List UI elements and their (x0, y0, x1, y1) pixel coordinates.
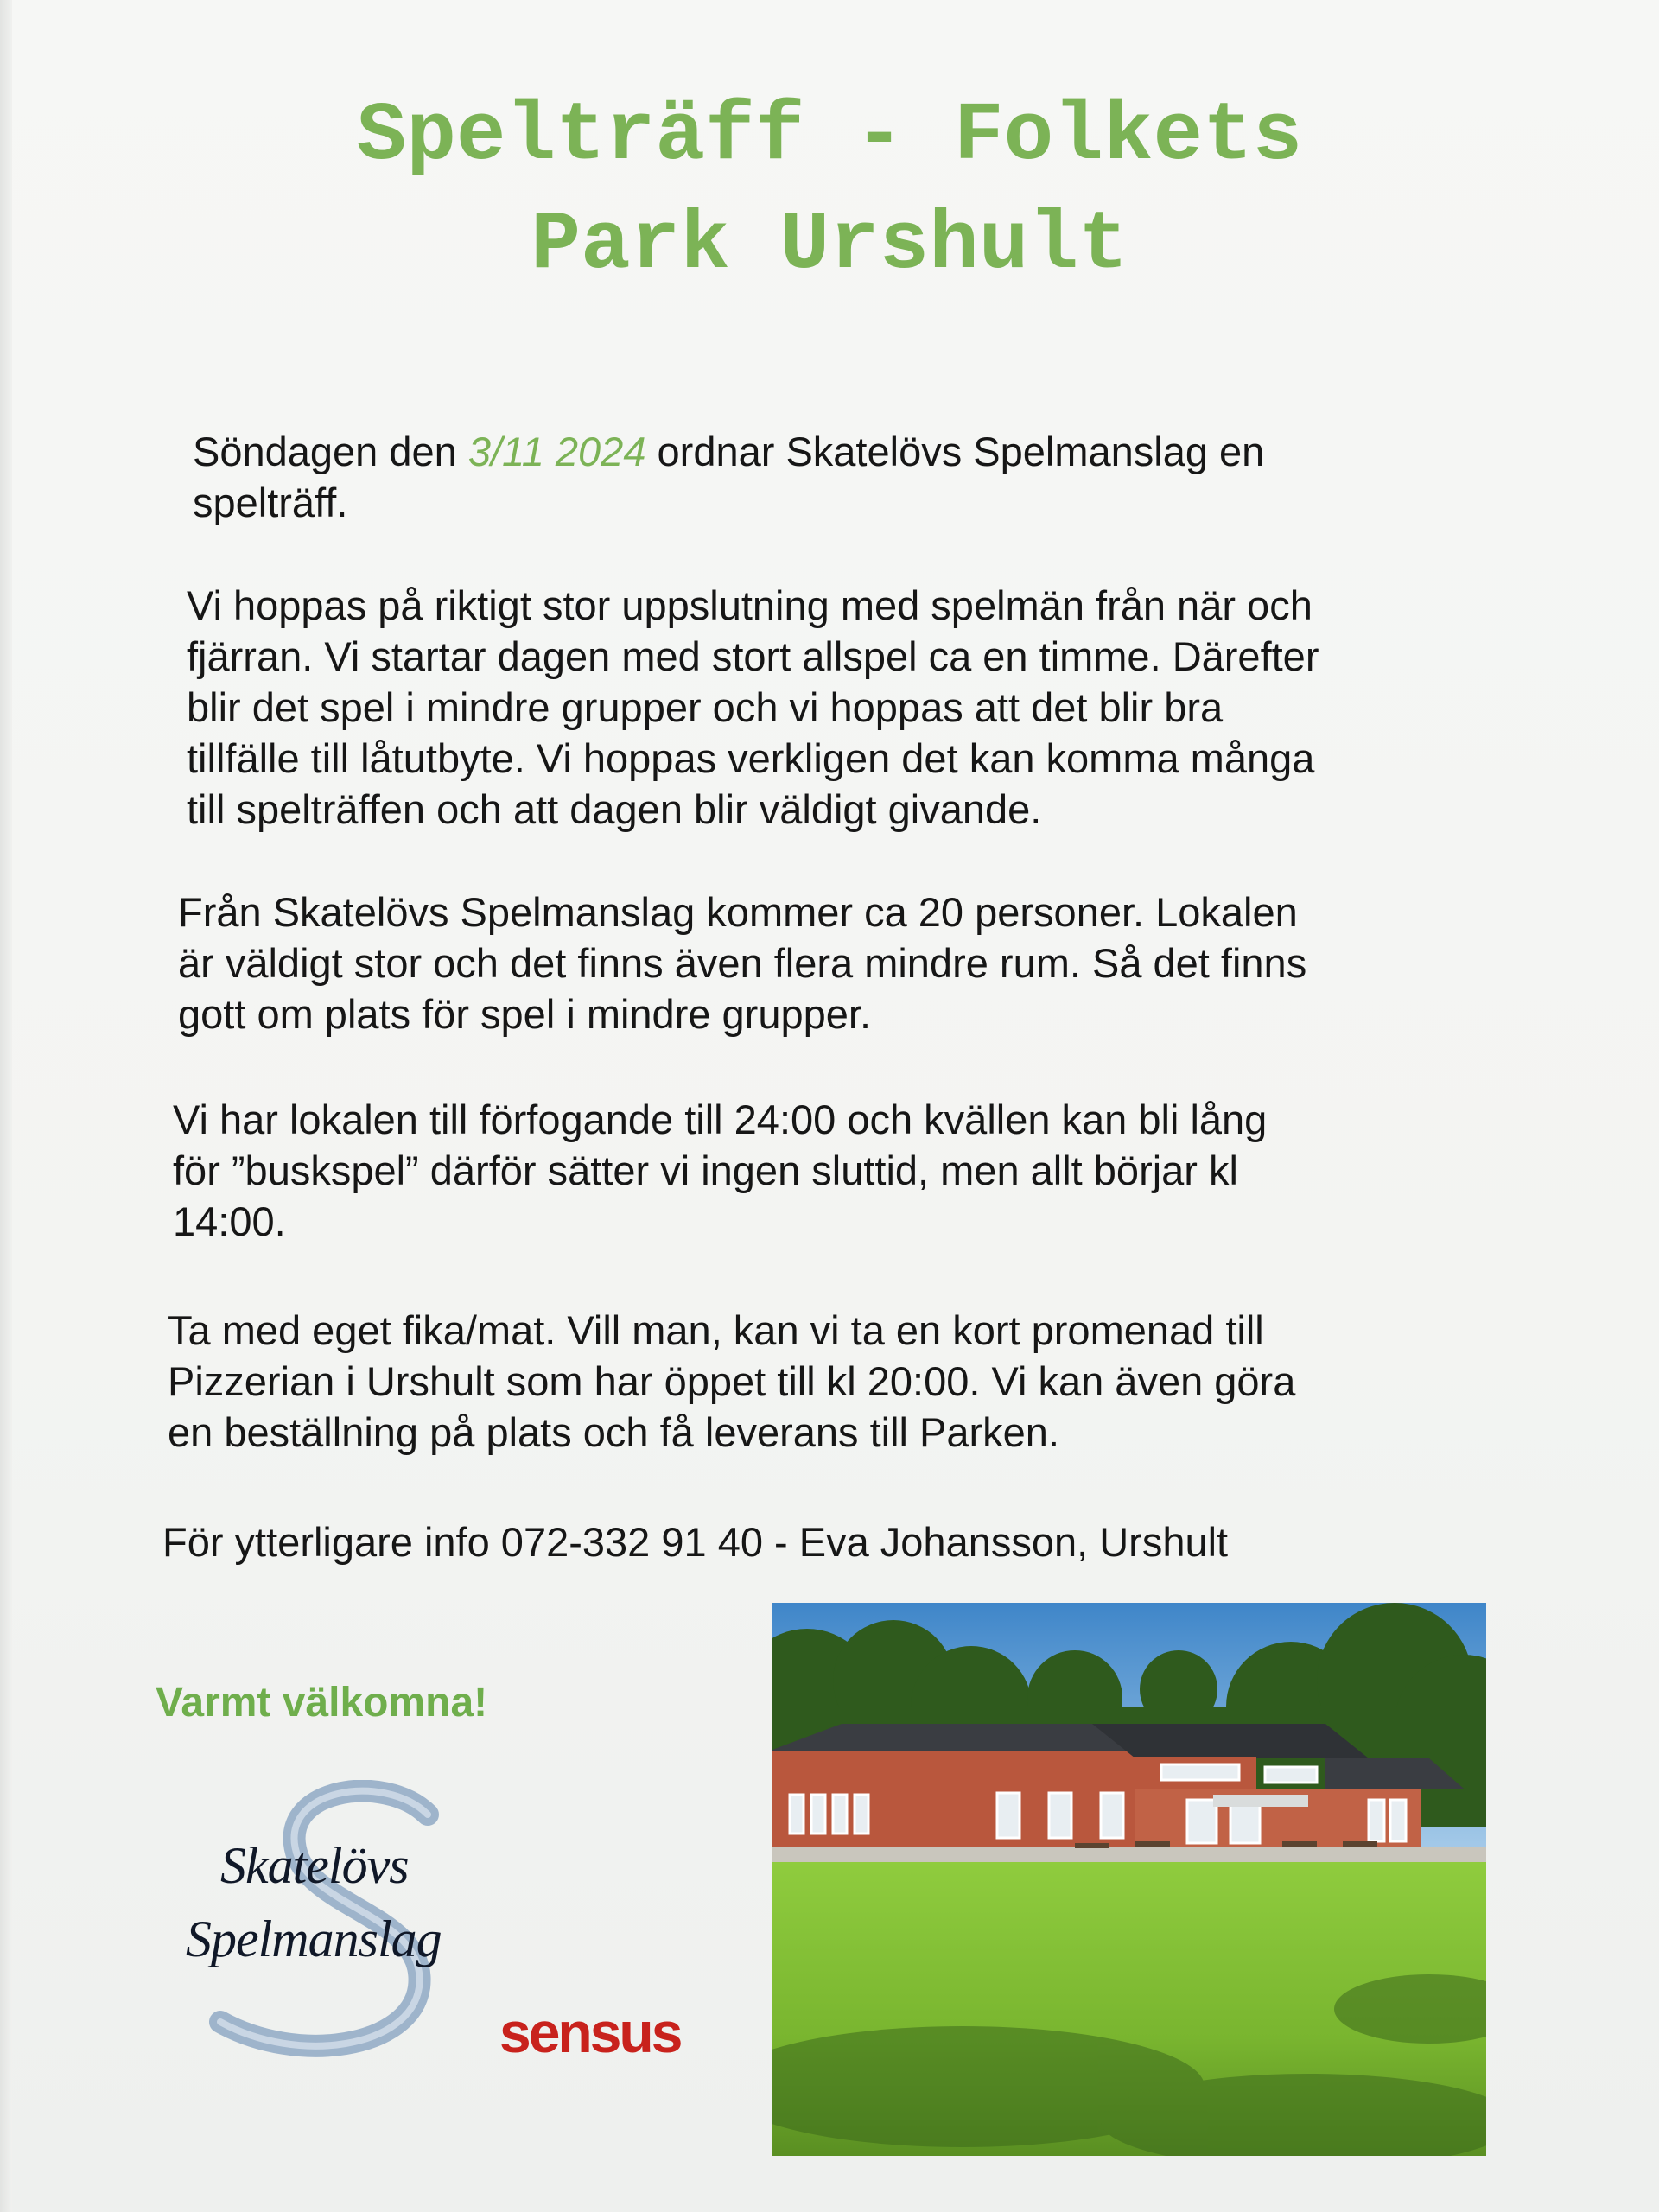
event-date: 3/11 2024 (467, 429, 646, 474)
text-line: Pizzerian i Urshult som har öppet till kl 20:00. Vi kan även göra (168, 1358, 1296, 1404)
paragraph-times (173, 1094, 1267, 1247)
title-line-1: Spelträff - Folkets (356, 89, 1303, 183)
text-line: Från Skatelövs Spelmanslag kommer ca 20 personer. Lokalen (178, 889, 1298, 935)
welcome-text: Varmt välkomna! (156, 1680, 488, 1726)
sensus-wordmark: sensus (499, 2005, 681, 2064)
spelmanslag-logo (168, 1780, 497, 2065)
text-line: till spelträffen och att dagen blir väldigt givande. (187, 786, 1042, 832)
paragraph-venue (178, 887, 1306, 1039)
text-line: 14:00. (173, 1198, 286, 1244)
text-line: för ”buskspel” därför sätter vi ingen sluttid, men allt börjar kl (173, 1147, 1238, 1193)
text-line: är väldigt stor och det finns även flera mindre rum. Så det finns (178, 940, 1307, 986)
poster-title (130, 82, 1529, 300)
logo-line-2: Spelmanslag (186, 1910, 442, 1967)
text-line: blir det spel i mindre grupper och vi hoppas att det blir bra (187, 684, 1224, 730)
folkets-park-photo (772, 1603, 1486, 2156)
paragraph-hopes (187, 580, 1319, 835)
intro-text-line2: spelträff. (193, 480, 348, 525)
paragraph-food (168, 1305, 1295, 1458)
logo-line-1: Skatelövs (220, 1837, 409, 1894)
contact-line: För ytterligare info 072-332 91 40 - Eva Johansson, Urshult (162, 1519, 1229, 1565)
title-line-2: Park Urshult (531, 198, 1128, 292)
text-line: en beställning på plats och få leverans till Parken. (168, 1409, 1060, 1455)
sensus-logo (499, 2005, 733, 2065)
text-line: gott om plats för spel i mindre grupper. (178, 991, 872, 1037)
text-line: fjärran. Vi startar dagen med stort allspel ca en timme. Därefter (187, 633, 1319, 679)
text-line: tillfälle till låtutbyte. Vi hoppas verkligen det kan komma många (187, 735, 1315, 781)
text-line: Vi har lokalen till förfogande till 24:00 och kvällen kan bli lång (173, 1096, 1268, 1142)
intro-paragraph (193, 426, 1264, 528)
contact-info (162, 1516, 1228, 1567)
text-line: Vi hoppas på riktigt stor uppslutning med spelmän från när och (187, 582, 1313, 628)
intro-text-start: Söndagen den (193, 429, 468, 474)
text-line: Ta med eget fika/mat. Vill man, kan vi ta en kort promenad till (168, 1307, 1264, 1353)
paper-edge (0, 0, 12, 2212)
intro-text-end: ordnar Skatelövs Spelmanslag en (645, 429, 1265, 474)
